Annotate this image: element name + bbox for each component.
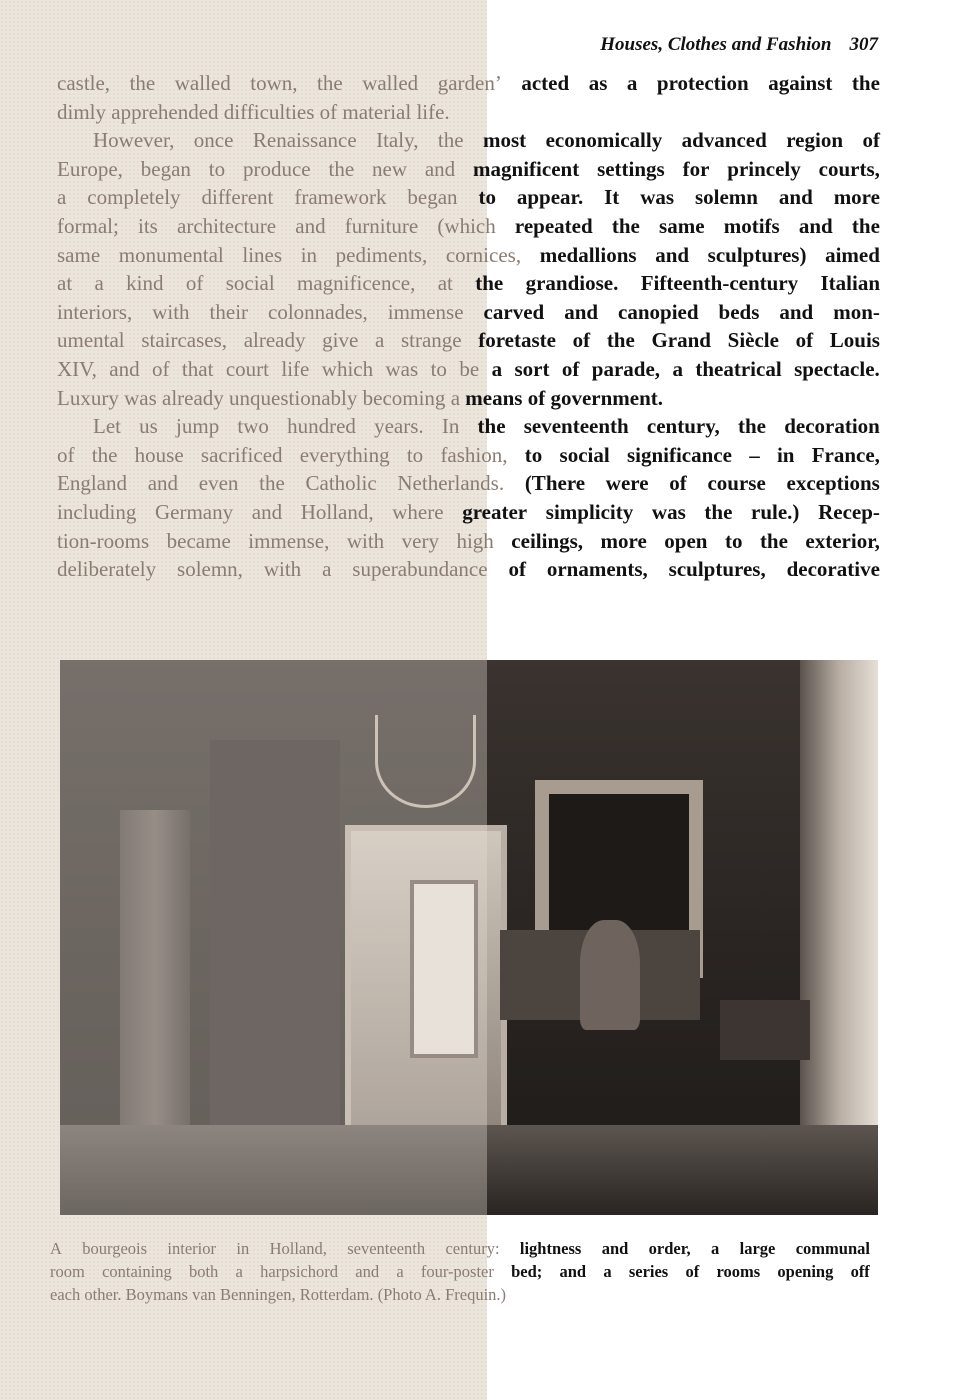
text-line: dimly apprehended difficulties of material life. xyxy=(57,99,450,124)
caption-line: each other. Boymans van Benningen, Rotterdam. (Photo A. Frequin.) xyxy=(50,1285,507,1304)
page-number: 307 xyxy=(849,34,878,55)
text-line: Let us jump two hundred years. In the seventeenth century, the decoration xyxy=(93,414,880,439)
running-header xyxy=(600,34,878,56)
text-line: umental staircases, already give a strange foretaste of the Grand Siècle of Louis xyxy=(57,328,880,353)
running-title: Houses, Clothes and Fashion xyxy=(600,34,832,55)
text-line: Europe, began to produce the new and magnificent settings for princely courts, xyxy=(57,156,880,181)
text-line: However, once Renaissance Italy, the most economically advanced region of xyxy=(93,128,880,153)
text-line: same monumental lines in pediments, cornices, medallions and sculptures) aimed xyxy=(57,242,880,267)
text-line: including Germany and Holland, where greater simplicity was the rule.) Recep- xyxy=(57,499,880,524)
table xyxy=(720,1000,810,1060)
caption-line: room containing both a harpsichord and a four-poster bed; and a series of rooms opening off xyxy=(50,1262,870,1281)
text-line: England and even the Catholic Netherlands. (There were of course exceptions xyxy=(57,471,880,496)
caption-line: A bourgeois interior in Holland, seventeenth century: lightness and order, a large communal xyxy=(50,1239,870,1258)
text-line: XIV, and of that court life which was to be a sort of parade, a theatrical spectacle. xyxy=(57,356,880,381)
text-line: tion-rooms became immense, with very high ceilings, more open to the exterior, xyxy=(57,528,880,553)
text-line: interiors, with their colonnades, immense carved and canopied beds and mon- xyxy=(57,299,880,324)
text-line: at a kind of social magnificence, at the grandiose. Fifteenth-century Italian xyxy=(57,271,880,296)
text-line: formal; its architecture and furniture (which repeated the same motifs and the xyxy=(57,213,880,238)
text-line: deliberately solemn, with a superabundance of ornaments, sculptures, decorative xyxy=(57,557,880,582)
text-line: of the house sacrificed everything to fashion, to social significance – in France, xyxy=(57,442,880,467)
photo-left-shading xyxy=(60,660,487,1215)
text-line: Luxury was already unquestionably becoming a means of government. xyxy=(57,385,663,410)
text-line: a completely different framework began to appear. It was solemn and more xyxy=(57,185,880,210)
photo-dutch-interior xyxy=(60,660,878,1215)
photo-caption xyxy=(50,1237,870,1306)
seated-figure xyxy=(580,920,640,1030)
body-text xyxy=(57,69,880,584)
text-line: castle, the walled town, the walled garden’ acted as a protection against the xyxy=(57,71,880,95)
